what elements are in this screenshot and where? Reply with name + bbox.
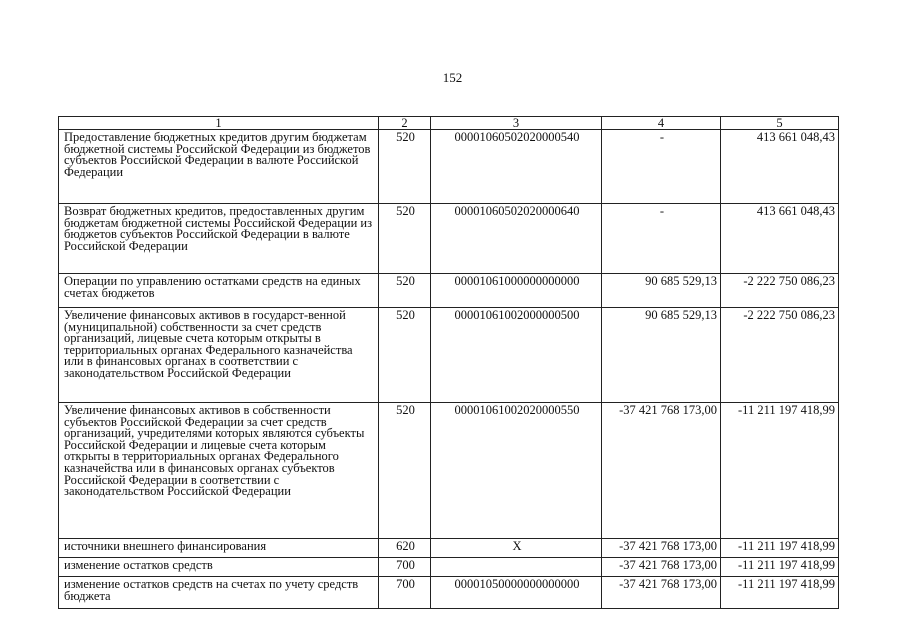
budget-sources-table (58, 116, 839, 609)
table-row (59, 308, 839, 403)
column-header: 2 (379, 117, 431, 130)
row-name: Операции по управлению остатками средств на единых счетах бюджетов (59, 274, 379, 308)
row-kbk: 00001061002000000500 (431, 308, 602, 403)
row-value-col4: 90 685 529,13 (602, 308, 721, 403)
row-name: изменение остатков средств на счетах по учету средств бюджета (59, 577, 379, 609)
page-number: 152 (442, 70, 463, 85)
row-kbk: X (431, 539, 602, 558)
row-value-col5: -2 222 750 086,23 (721, 308, 839, 403)
table-row (59, 274, 839, 308)
row-value-col4: 90 685 529,13 (602, 274, 721, 308)
row-name: Увеличение финансовых активов в собственности субъектов Российской Федерации за счет средств организаций, учредителями которых являются субъекты Российской Федерации и лицевые счета которым открыты в территориальных органах Федерального казначейства или в финансовых органах субъектов Российской Федерации в соответствии с законодательством Российской Федерации (59, 403, 379, 539)
row-value-col4: - (602, 130, 721, 204)
row-kbk: 00001060502020000540 (431, 130, 602, 204)
row-name: Увеличение финансовых активов в государст-венной (муниципальной) собственности за счет средств организаций, лицевые счета которым открыты в территориальных органах Федерального казначейства или в финансовых органах в соответствии с законодательством Российской Федерации (59, 308, 379, 403)
table-row (59, 204, 839, 274)
row-value-col5: -2 222 750 086,23 (721, 274, 839, 308)
row-kbk: 00001061002020000550 (431, 403, 602, 539)
row-kbk: 00001050000000000000 (431, 577, 602, 609)
row-code: 520 (379, 308, 431, 403)
table-row (59, 130, 839, 204)
row-kbk (431, 558, 602, 577)
row-value-col5: -11 211 197 418,99 (721, 539, 839, 558)
row-value-col4: -37 421 768 173,00 (602, 539, 721, 558)
column-header: 3 (431, 117, 602, 130)
row-code: 700 (379, 558, 431, 577)
row-code: 520 (379, 274, 431, 308)
row-name: Возврат бюджетных кредитов, предоставленных другим бюджетам бюджетной системы Российской Федерации из бюджетов субъектов Российской Федерации в валюте Российской Федерации (59, 204, 379, 274)
row-value-col5: -11 211 197 418,99 (721, 577, 839, 609)
row-kbk: 00001060502020000640 (431, 204, 602, 274)
row-value-col5: 413 661 048,43 (721, 130, 839, 204)
row-value-col5: -11 211 197 418,99 (721, 558, 839, 577)
row-value-col4: -37 421 768 173,00 (602, 558, 721, 577)
table-row (59, 403, 839, 539)
row-value-col4: - (602, 204, 721, 274)
row-value-col4: -37 421 768 173,00 (602, 403, 721, 539)
column-header: 5 (721, 117, 839, 130)
row-code: 520 (379, 130, 431, 204)
row-name: изменение остатков средств (59, 558, 379, 577)
row-code: 620 (379, 539, 431, 558)
column-header: 1 (59, 117, 379, 130)
row-name: Предоставление бюджетных кредитов другим бюджетам бюджетной системы Российской Федерации из бюджетов субъектов Российской Федерации в валюте Российской Федерации (59, 130, 379, 204)
row-code: 700 (379, 577, 431, 609)
table-row (59, 558, 839, 577)
table-row (59, 539, 839, 558)
row-code: 520 (379, 204, 431, 274)
row-name: источники внешнего финансирования (59, 539, 379, 558)
row-value-col4: -37 421 768 173,00 (602, 577, 721, 609)
table-row (59, 577, 839, 609)
column-header: 4 (602, 117, 721, 130)
table-header-row (59, 117, 839, 130)
row-code: 520 (379, 403, 431, 539)
row-value-col5: 413 661 048,43 (721, 204, 839, 274)
row-value-col5: -11 211 197 418,99 (721, 403, 839, 539)
row-kbk: 00001061000000000000 (431, 274, 602, 308)
